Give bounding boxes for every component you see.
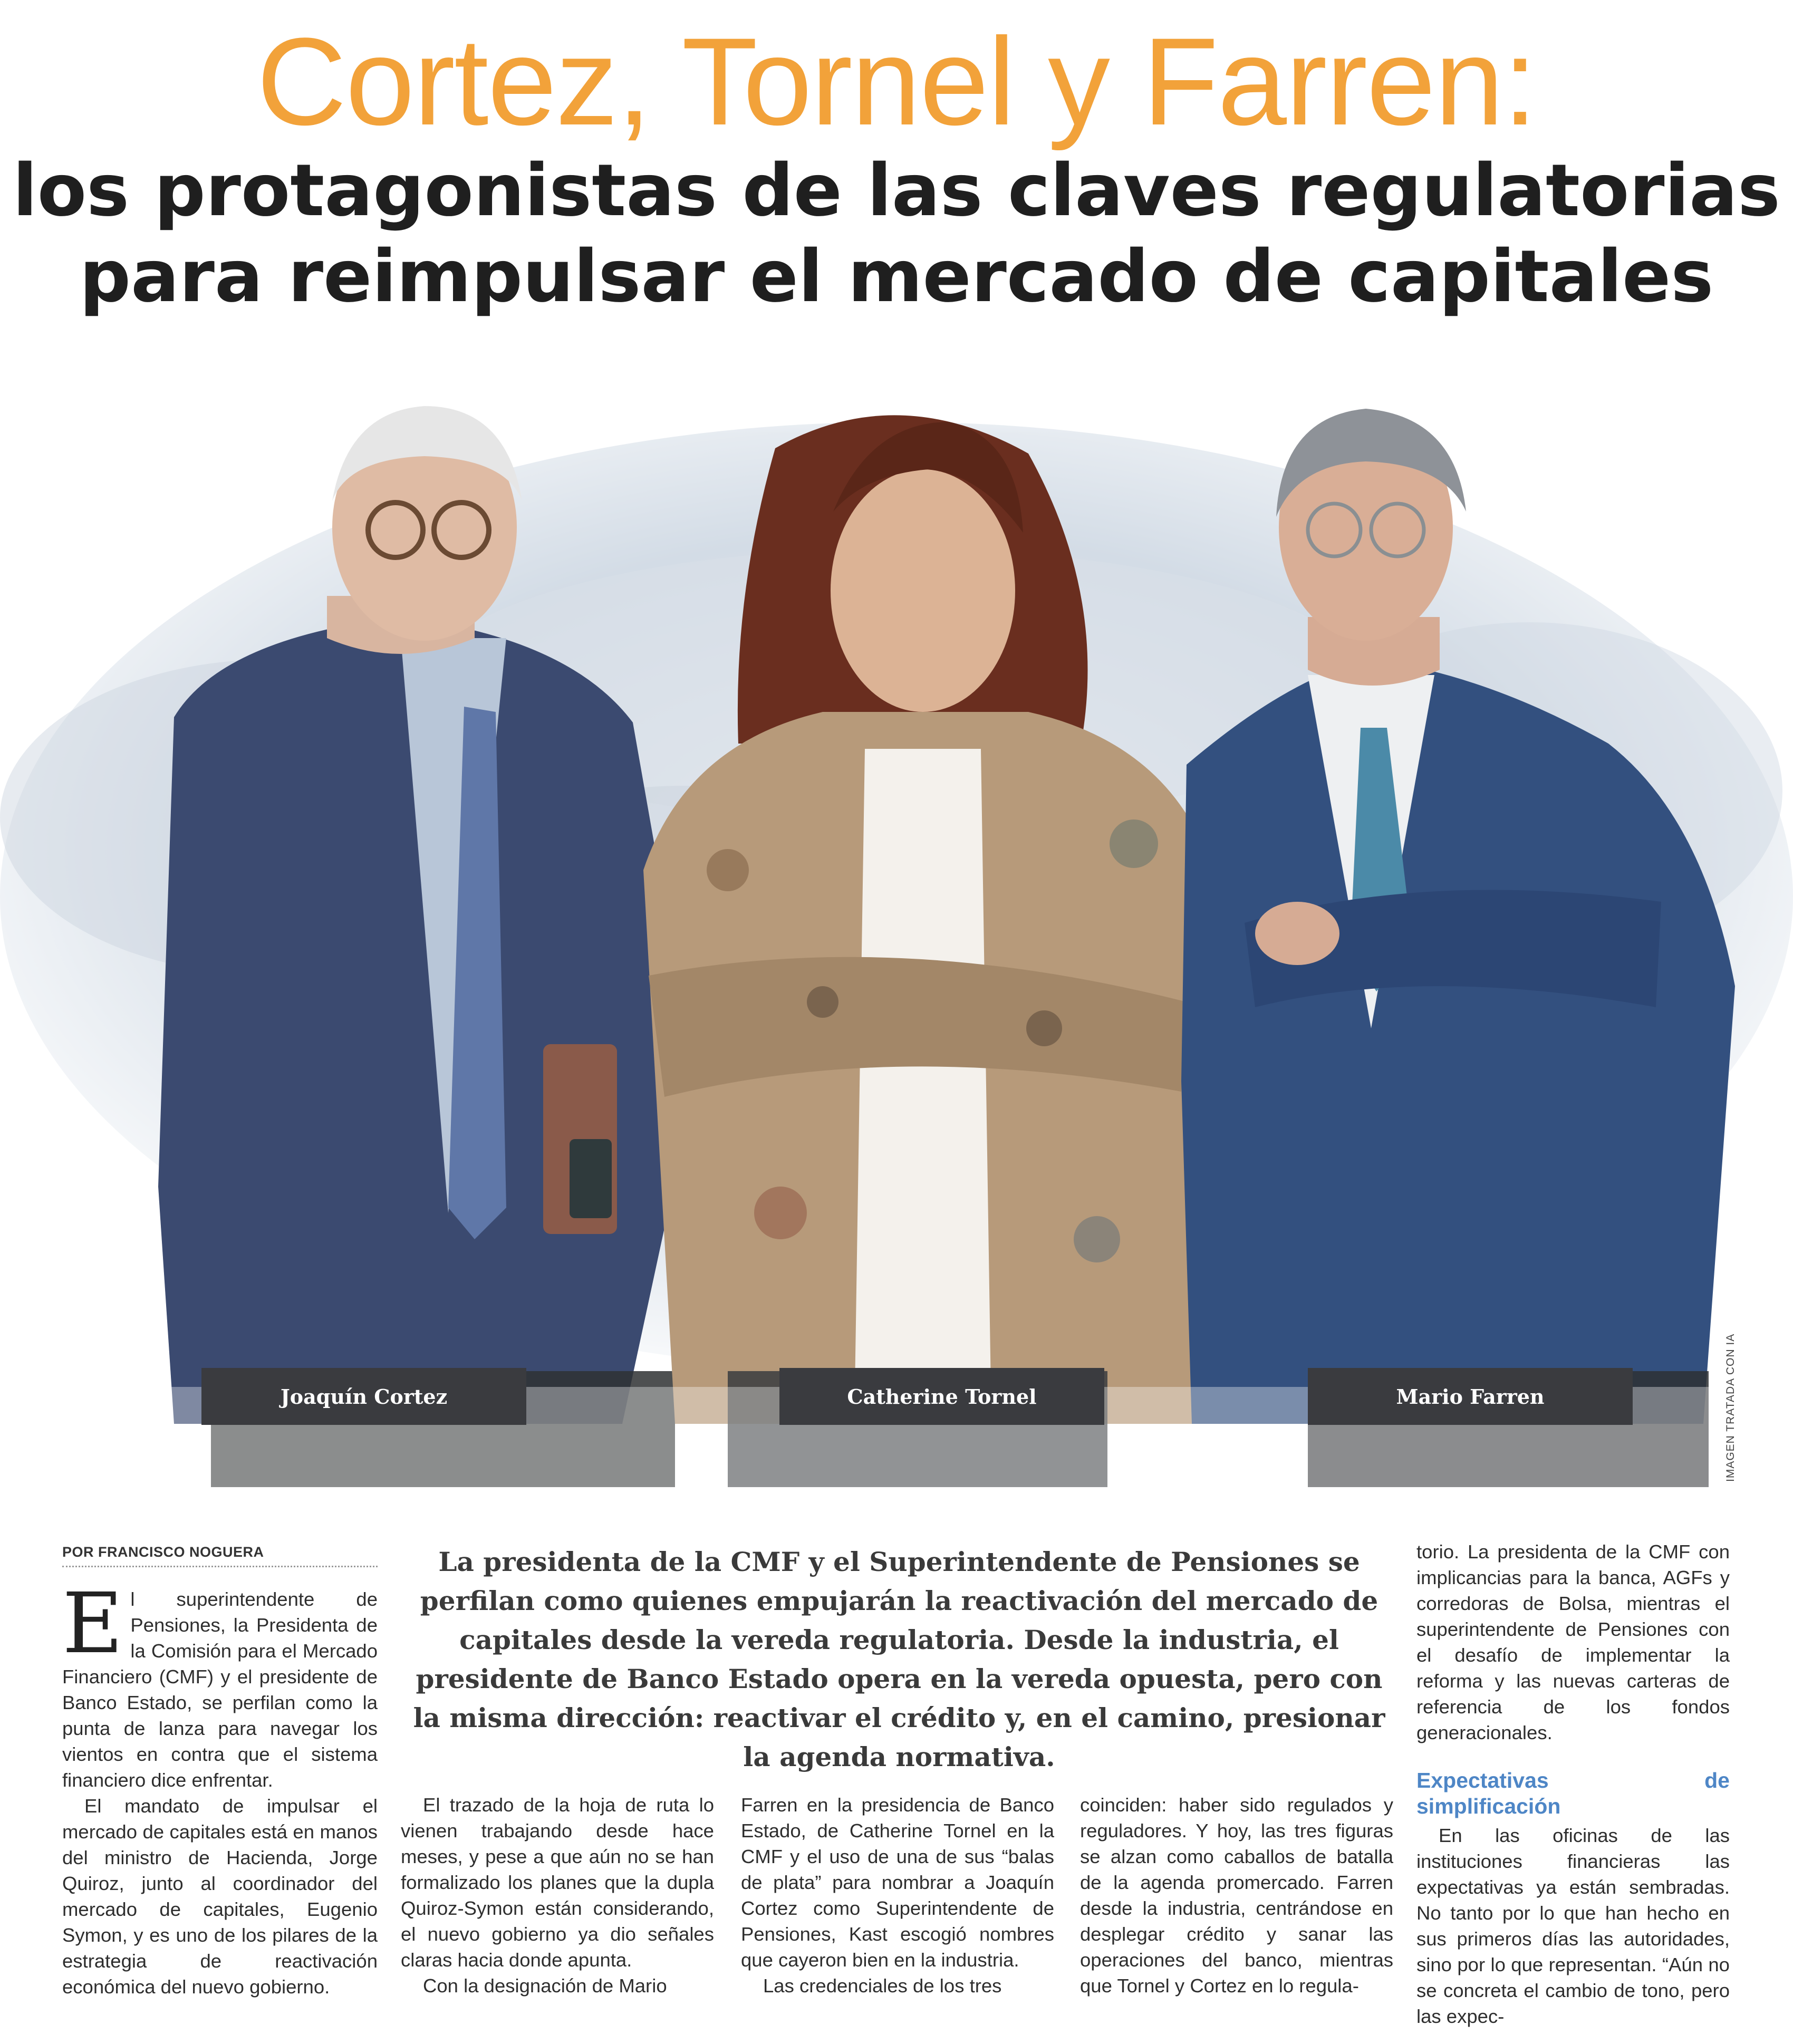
caption-mario-farren: Mario Farren	[1308, 1368, 1633, 1425]
paragraph: l superintendente de Pensiones, la Presidenta de la Comisión para el Mercado Financiero (CMF) y el presidente de Banco Estado, se perfilan como la punta de lanza para navegar los vientos en contra que el sistema financiero dice enfrentar.	[62, 1588, 378, 1791]
paragraph: El mandato de impulsar el mercado de capitales está en manos del ministro de Hacienda, Jorge Quiroz, junto al coordinador del mercado de capitales, Eugenio Symon, y es uno de los pilares de la estrategia de reactivación económica del nuevo gobierno.	[62, 1795, 378, 1998]
image-credit: IMAGEN TRATADA CON IA	[1724, 1333, 1737, 1482]
paragraph: Con la designación de Mario	[423, 1975, 667, 1997]
paragraph: coinciden: haber sido regulados y reguladores. Y hoy, las tres figuras se alzan como caballos de batalla de la agenda promercado. Farren desde la industria, centrándose en desplegar crédito y sanar las operaciones del banco, mientras que Tornel y Cortez en lo regula-	[1080, 1794, 1393, 1997]
subhead: Expectativas de simplificación	[1416, 1768, 1730, 1818]
headline-kicker: Cortez, Tornel y Farren:	[256, 12, 1537, 151]
caption-joaquin-cortez: Joaquín Cortez	[201, 1368, 526, 1425]
paragraph: En las oficinas de las instituciones financieras las expectativas ya están sembradas. No tanto por lo que han hecho en sus primeros días las autoridades, sino por lo que representan. “Aún no se concreta el cambio de tono, pero las expec-	[1416, 1825, 1730, 2027]
paragraph: Farren en la presidencia de Banco Estado, de Catherine Tornel en la CMF y el uso de una de sus “balas de plata” para nombrar a Joaquín Cortez como Superintendente de Pensiones, Kast escogió nombres que cayeron bien en la industria.	[741, 1794, 1054, 1971]
article-column-5	[1416, 1539, 1730, 2029]
byline: POR FRANCISCO NOGUERA	[62, 1544, 378, 1567]
article-column-4	[1080, 1792, 1393, 1999]
paragraph: Las credenciales de los tres	[763, 1975, 1002, 1997]
article-column-3	[741, 1792, 1054, 1999]
article-column-1	[62, 1575, 378, 2000]
portrait-photo	[0, 343, 1793, 1487]
headline-line-2: para reimpulsar el mercado de capitales	[79, 235, 1714, 319]
paragraph: torio. La presidenta de la CMF con implicancias para la banca, AGFs y corredoras de Bolsa, mientras el superintendente de Pensiones con el desafío de implementar la reforma y las nuevas carteras de referencia de los fondos generacionales.	[1416, 1541, 1730, 1743]
drop-cap: E	[62, 1575, 123, 1672]
paragraph: El trazado de la hoja de ruta lo vienen trabajando desde hace meses, y pese a que aún no se han formalizado los planes que la dupla Quiroz-Symon están considerando, el nuevo gobierno ya dio señales claras hacia donde apunta.	[401, 1794, 714, 1971]
caption-catherine-tornel: Catherine Tornel	[779, 1368, 1104, 1425]
article-deck: La presidenta de la CMF y el Superintendente de Pensiones se perfilan como quienes empujarán la reactivación del mercado de capitales desde la vereda regulatoria. Desde la industria, el presidente de Banco Estado opera en la vereda opuesta, pero con la misma dirección: reactivar el crédito y, en el camino, presionar la agenda normativa.	[413, 1546, 1385, 1772]
article-column-2	[401, 1792, 714, 1999]
headline-line-1: los protagonistas de las claves regulatorias	[13, 149, 1780, 233]
portrait-illustration	[0, 343, 1793, 1487]
